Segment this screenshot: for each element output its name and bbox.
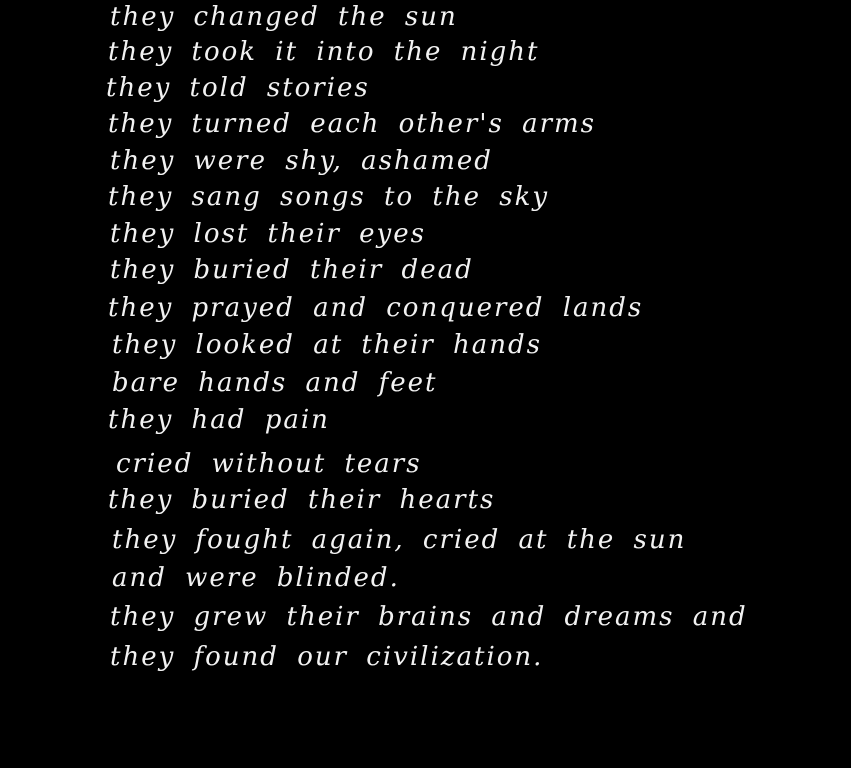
poem-line: and were blinded. — [112, 563, 400, 593]
poem-line: they prayed and conquered lands — [108, 293, 644, 323]
poem-line: they looked at their hands — [112, 330, 542, 360]
poem-line: they sang songs to the sky — [108, 182, 550, 212]
poem-line: they buried their dead — [110, 255, 474, 285]
poem-line: bare hands and feet — [112, 368, 438, 398]
poem-line: they fought again, cried at the sun — [112, 525, 687, 555]
poem-line: they told stories — [106, 73, 370, 103]
poem-line: they found our civilization. — [110, 642, 544, 672]
poem-line: they grew their brains and dreams and — [110, 602, 748, 632]
poem-line: they took it into the night — [108, 37, 540, 67]
poem-line: they had pain — [108, 405, 330, 435]
poem-line: they lost their eyes — [110, 219, 426, 249]
poem-line: they turned each other's arms — [108, 109, 596, 139]
poem-line: cried without tears — [116, 449, 422, 479]
poem-line: they buried their hearts — [108, 485, 496, 515]
poem-line: they changed the sun — [110, 2, 458, 32]
poem-line: they were shy, ashamed — [110, 146, 493, 176]
